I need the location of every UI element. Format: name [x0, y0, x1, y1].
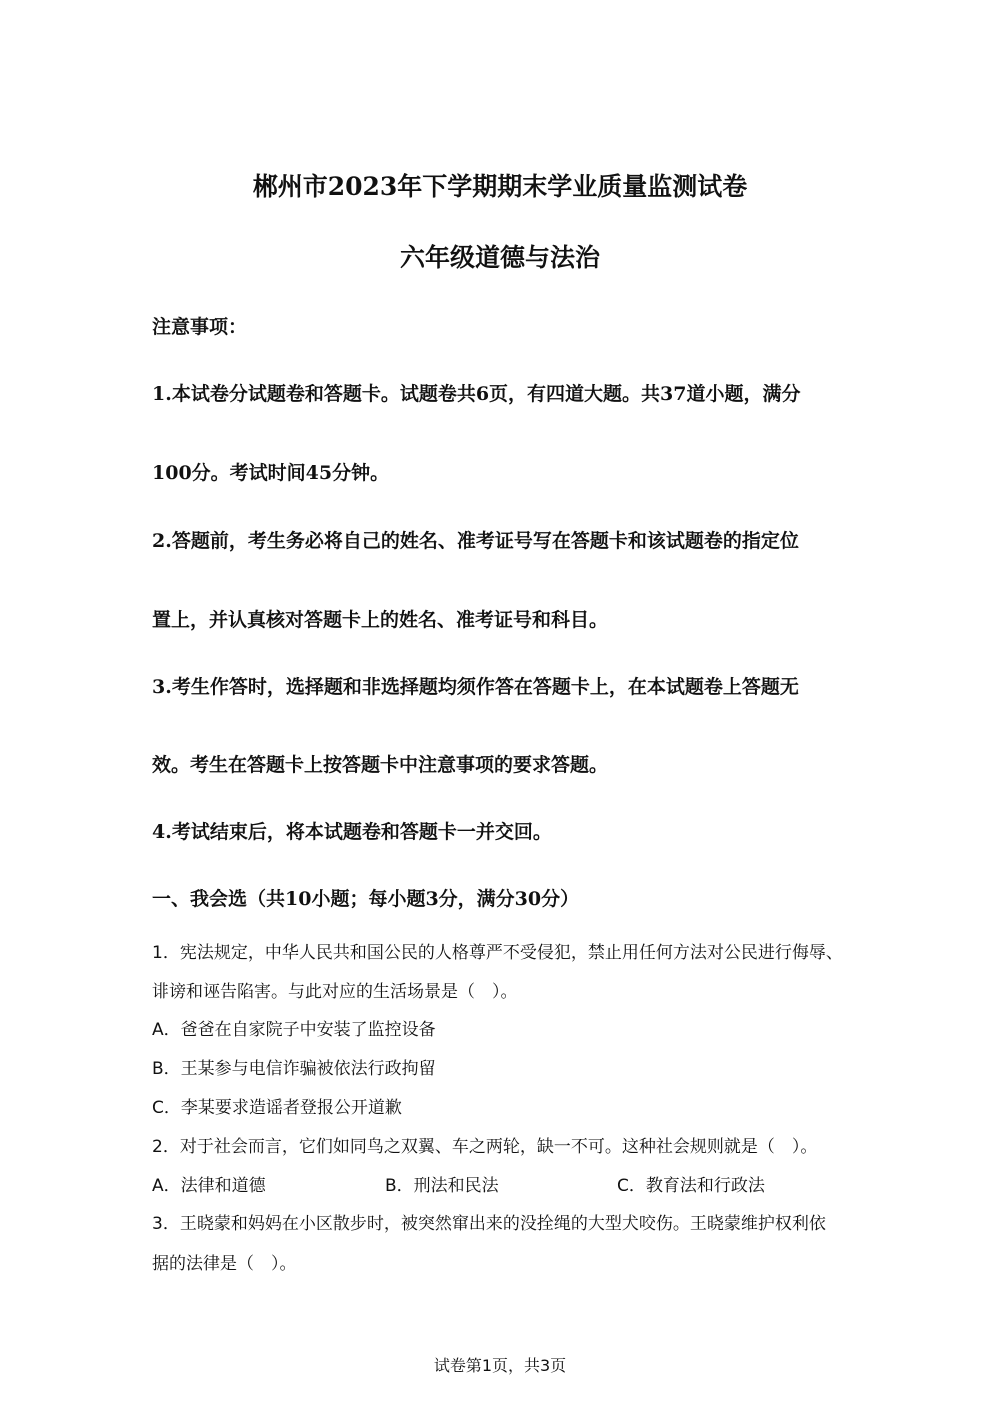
question-2-option-c: C．教育法和行政法	[617, 1176, 765, 1196]
question-2-option-a: A．法律和道德	[152, 1176, 266, 1196]
question-1-option-b: B．王某参与电信诈骗被依法行政拘留	[152, 1059, 436, 1079]
notice-line-1: 1.本试卷分试题卷和答题卡。试题卷共6页，有四道大题。共37道小题，满分	[152, 383, 801, 405]
notice-line-5: 3.考生作答时，选择题和非选择题均须作答在答题卡上，在本试题卷上答题无	[152, 676, 799, 698]
page-footer: 试卷第1页，共3页	[433, 1356, 567, 1375]
notice-line-7: 4.考试结束后，将本试题卷和答题卡一并交回。	[152, 821, 552, 843]
question-2-option-b: B．刑法和民法	[385, 1176, 499, 1196]
section-heading: 一、我会选（共10小题；每小题3分，满分30分）	[152, 888, 580, 910]
question-2-line-1: 2．对于社会而言，它们如同鸟之双翼、车之两轮，缺一不可。这种社会规则就是（ ）。	[152, 1137, 818, 1157]
notice-line-3: 2.答题前，考生务必将自己的姓名、准考证号写在答题卡和该试题卷的指定位	[152, 530, 799, 552]
exam-subject: 六年级道德与法治	[399, 243, 600, 272]
exam-title: 郴州市2023年下学期期末学业质量监测试卷	[252, 172, 748, 201]
question-1-option-c: C．李某要求造谣者登报公开道歉	[152, 1098, 402, 1118]
question-3-line-1: 3．王晓蒙和妈妈在小区散步时，被突然窜出来的没拴绳的大型犬咬伤。王晓蒙维护权利依	[152, 1214, 826, 1234]
notice-line-4: 置上，并认真核对答题卡上的姓名、准考证号和科目。	[152, 609, 609, 631]
notice-heading: 注意事项：	[152, 316, 248, 338]
question-1-line-1: 1．宪法规定，中华人民共和国公民的人格尊严不受侵犯，禁止用任何方法对公民进行侮辱、	[152, 943, 843, 963]
question-1-line-2: 诽谤和诬告陷害。与此对应的生活场景是（ ）。	[152, 982, 518, 1002]
notice-line-6: 效。考生在答题卡上按答题卡中注意事项的要求答题。	[152, 754, 609, 776]
question-1-option-a: A．爸爸在自家院子中安装了监控设备	[152, 1020, 436, 1040]
question-3-line-2: 据的法律是（ ）。	[152, 1254, 297, 1274]
notice-line-2: 100分。考试时间45分钟。	[152, 462, 390, 484]
